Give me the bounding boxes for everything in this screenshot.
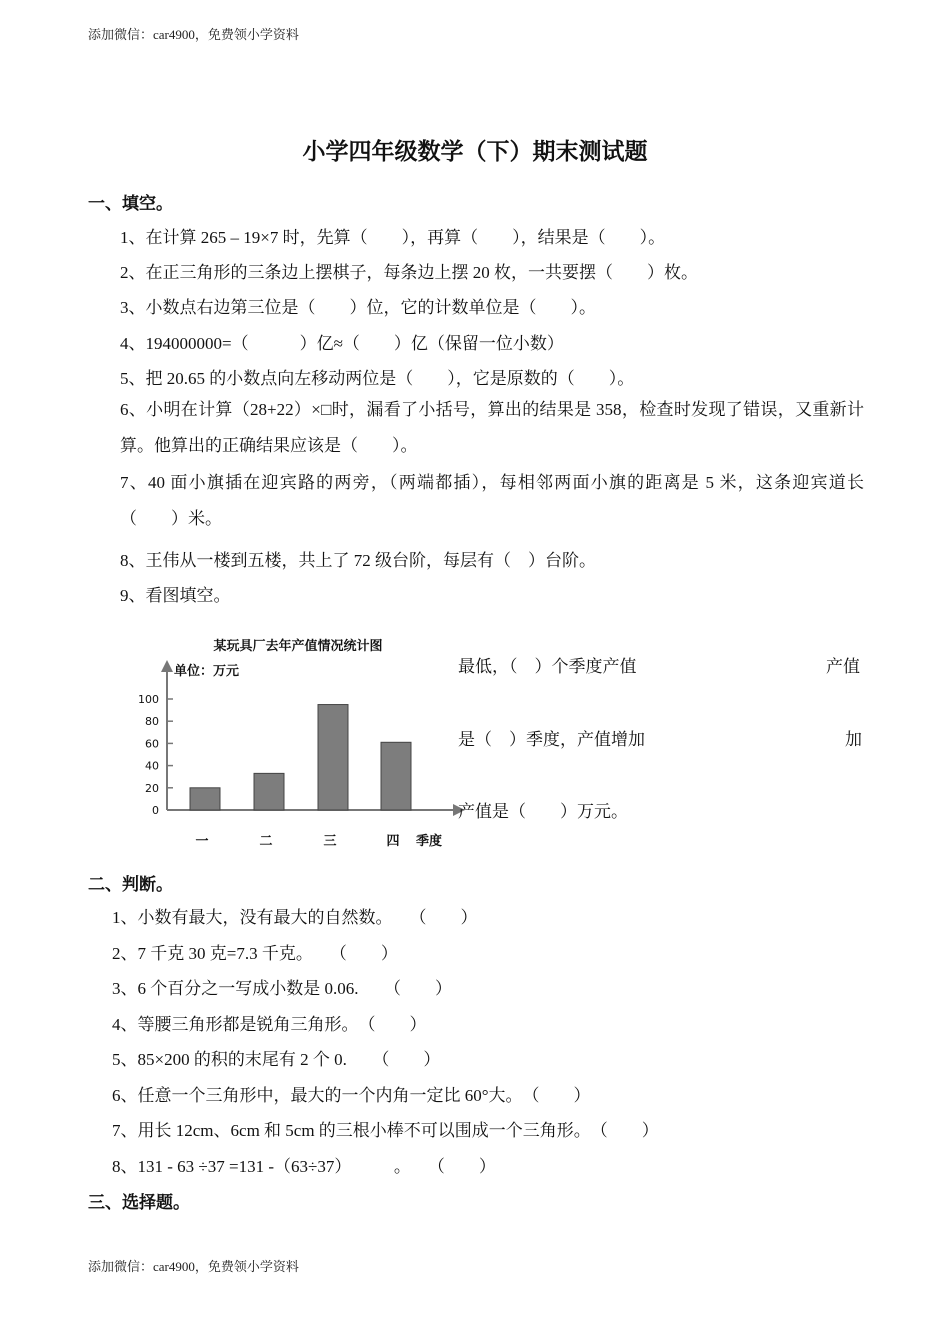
question-7: 7、40 面小旗插在迎宾路的两旁，（两端都插），每相邻两面小旗的距离是 5 米，这条迎宾道长（ ）米。 — [120, 473, 864, 528]
question-9-part-2: 是（ ）季度，产值增加 — [458, 730, 645, 749]
bar-quarter-4 — [381, 742, 411, 810]
chart-title: 某玩具厂去年产值情况统计图 — [213, 639, 383, 654]
y-tick-label: 80 — [145, 715, 159, 729]
question-5: 5、把 20.65 的小数点向左移动两位是（ ），它是原数的（ ）。 — [120, 369, 635, 388]
bar-quarter-3 — [318, 705, 348, 810]
question-8: 8、王伟从一楼到五楼，共上了 72 级台阶，每层有（ ）台阶。 — [120, 551, 596, 570]
chart-ylabel: 单位：万元 — [174, 664, 240, 679]
section-heading-judge: 二、判断。 — [88, 875, 173, 894]
x-tick-label: 四 — [386, 834, 400, 849]
judge-item-8: 8、131 - 63 ÷37 =131 -（63÷37） 。 （ ） — [112, 1157, 496, 1176]
question-9: 9、看图填空。 — [120, 586, 231, 605]
judge-item-5: 5、85×200 的积的末尾有 2 个 0. （ ） — [112, 1050, 441, 1069]
judge-item-7: 7、用长 12cm、6cm 和 5cm 的三根小棒不可以围成一个三角形。 （ ） — [112, 1121, 659, 1140]
page-header: 添加微信：car4900，免费领小学资料 — [88, 27, 299, 42]
judge-item-3: 3、6 个百分之一写成小数是 0.06. （ ） — [112, 979, 452, 998]
judge-item-1: 1、小数有最大，没有最大的自然数。 （ ） — [112, 908, 478, 927]
question-2: 2、在正三角形的三条边上摆棋子，每条边上摆 20 枚，一共要摆（ ）枚。 — [120, 263, 698, 282]
question-9-part-3: 产值是（ ）万元。 — [458, 802, 628, 821]
section-heading-fill: 一、填空。 — [88, 194, 173, 213]
bar-quarter-2 — [254, 773, 284, 810]
x-tick-label: 二 — [259, 834, 273, 849]
y-tick-label: 0 — [152, 804, 159, 817]
page-footer: 添加微信：car4900，免费领小学资料 — [88, 1259, 299, 1274]
question-9-part-1-end: 产值 — [826, 657, 860, 676]
y-tick-label: 40 — [145, 759, 159, 773]
question-1: 1、在计算 265 – 19×7 时，先算（ ），再算（ ），结果是（ ）。 — [120, 228, 666, 247]
question-9-part-2-end: 加 — [845, 730, 862, 749]
x-tick-label: 一 — [195, 834, 209, 849]
chart-xlabel: 季度 — [416, 834, 443, 849]
y-tick-label: 20 — [145, 781, 159, 795]
question-3: 3、小数点右边第三位是（ ）位，它的计数单位是（ ）。 — [120, 298, 596, 317]
section-heading-choice: 三、选择题。 — [88, 1193, 190, 1212]
question-4: 4、194000000=（ ）亿≈（ ）亿（保留一位小数） — [120, 334, 564, 353]
judge-item-6: 6、任意一个三角形中，最大的一个内角一定比 60°大。 （ ） — [112, 1086, 591, 1105]
y-tick-label: 60 — [145, 737, 159, 751]
y-tick-label: 100 — [138, 693, 159, 706]
judge-item-4: 4、等腰三角形都是锐角三角形。 （ ） — [112, 1015, 427, 1034]
y-axis-arrow — [161, 660, 173, 672]
x-tick-label: 三 — [323, 834, 337, 849]
bar-quarter-1 — [190, 788, 220, 810]
question-9-part-1: 最低，（ ）个季度产值 — [458, 657, 637, 676]
question-6: 6、小明在计算（28+22）×□时，漏看了小括号，算出的结果是 358，检查时发现了错误，又重新计算。他算出的正确结果应该是（ ）。 — [120, 400, 864, 455]
page-title: 小学四年级数学（下）期末测试题 — [302, 139, 648, 164]
bar-chart — [120, 628, 470, 858]
judge-item-2: 2、7 千克 30 克=7.3 千克。 （ ） — [112, 944, 398, 963]
